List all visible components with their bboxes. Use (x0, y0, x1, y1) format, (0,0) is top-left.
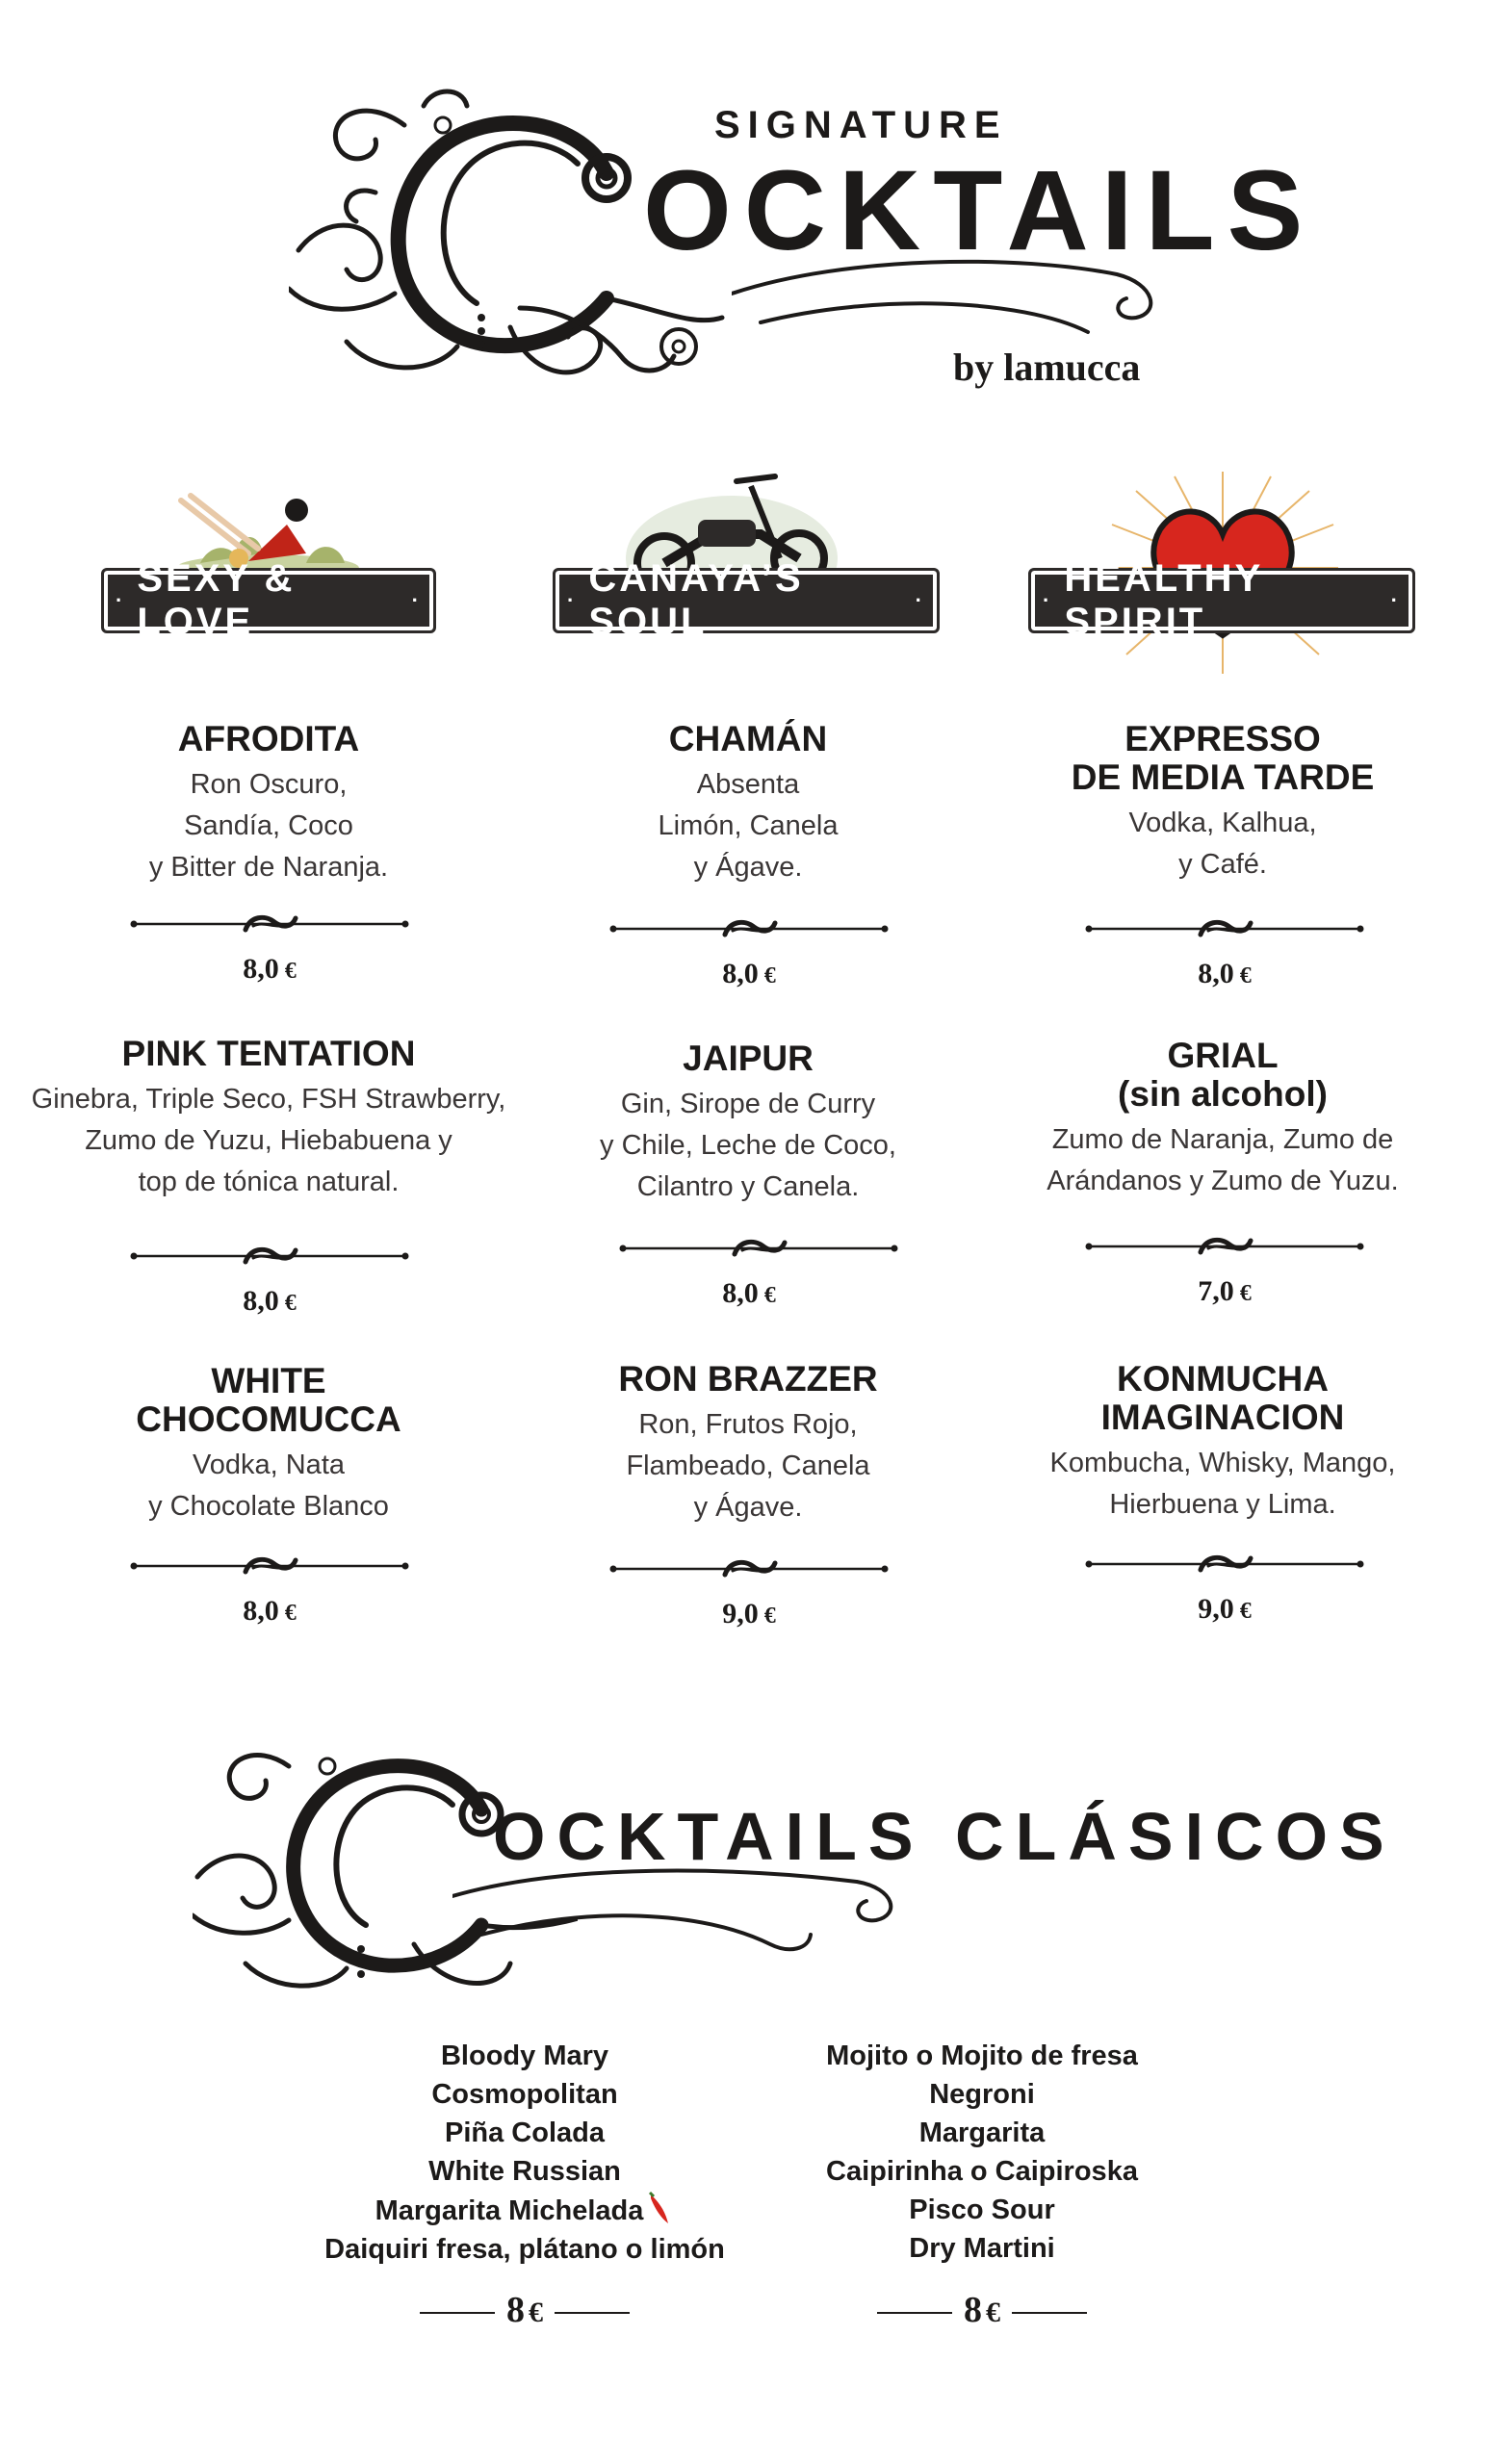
category-label: CANAYA’S SOUL (588, 557, 804, 643)
cocktail-description: Vodka, Nata y Chocolate Blanco (148, 1450, 389, 1522)
cocktail-name: CHAMÁN (668, 719, 828, 758)
category-banner-sexy-love: · SEXY & LOVE · (101, 568, 436, 633)
classic-item: White Russian (428, 2156, 621, 2187)
ornament-divider (130, 914, 409, 934)
classics-price-right (857, 2289, 1107, 2331)
classic-item: Caipirinha o Caipiroska (826, 2156, 1138, 2187)
cocktail-item (28, 720, 509, 888)
currency: € (529, 2297, 543, 2328)
cocktail-name: KONMUCHA IMAGINACION (1100, 1359, 1345, 1437)
currency: € (1239, 1281, 1252, 1306)
cocktail-description: Zumo de Naranja, Zumo de Arándanos y Zumo de Yuzu. (1047, 1124, 1399, 1196)
classic-item-spicy (303, 2191, 746, 2230)
classics-list-left (303, 2037, 746, 2269)
classic-item: Margarita Michelada (375, 2195, 644, 2226)
cocktail-item (28, 1035, 509, 1203)
category-banner-healthy-spirit: · HEALTHY SPIRIT · (1028, 568, 1415, 633)
ornament-divider (619, 1239, 898, 1258)
currency: € (763, 963, 776, 988)
price-value: 8,0 (243, 1285, 279, 1317)
ornament-divider (130, 1246, 409, 1266)
price-value: 8,0 (243, 953, 279, 985)
cocktail-description: Ginebra, Triple Seco, FSH Strawberry, Zumo de Yuzu, Hiebabuena y top de tónica natural. (31, 1084, 506, 1197)
ornament-divider (609, 1559, 889, 1578)
price-value: 8 (506, 2290, 525, 2330)
ornament-divider (609, 919, 889, 938)
chili-pepper-icon (647, 2191, 674, 2227)
classic-item: Dry Martini (909, 2233, 1055, 2264)
price-value: 8,0 (722, 958, 759, 989)
price-value: 8 (964, 2290, 982, 2330)
price (609, 1598, 889, 1630)
cocktail-item (982, 1360, 1463, 1526)
cocktail-name: GRIAL (sin alcohol) (1118, 1036, 1328, 1114)
cocktail-description: Vodka, Kalhua, y Café. (1128, 808, 1317, 880)
cocktail-name: WHITE CHOCOMUCCA (136, 1361, 401, 1439)
classics-price-left (400, 2289, 650, 2331)
classics-list-right (761, 2037, 1203, 2268)
signature-heading: SIGNATURE (714, 104, 1008, 146)
price-value: 8,0 (243, 1595, 279, 1627)
cocktail-item (982, 1037, 1463, 1202)
cocktail-name: AFRODITA (177, 719, 360, 758)
cocktail-description: Gin, Sirope de Curry y Chile, Leche de Coco, Cilantro y Canela. (600, 1089, 896, 1202)
price (1085, 958, 1364, 990)
cocktail-description: Ron Oscuro, Sandía, Coco y Bitter de Naranja. (148, 769, 389, 883)
category-label: SEXY & LOVE (137, 557, 296, 643)
currency: € (284, 959, 297, 984)
currency: € (1239, 1599, 1252, 1624)
price (609, 958, 889, 990)
price (1085, 1593, 1364, 1626)
price-value: 8,0 (722, 1277, 759, 1309)
currency: € (1239, 963, 1252, 988)
price-value: 8,0 (1198, 958, 1234, 989)
cocktail-item (507, 1360, 989, 1528)
currency: € (284, 1601, 297, 1626)
price (609, 1277, 889, 1310)
cocktail-name: JAIPUR (683, 1039, 814, 1078)
cocktail-item (28, 1362, 509, 1527)
classic-item: Mojito o Mojito de fresa (826, 2040, 1138, 2071)
ornament-divider (1085, 1554, 1364, 1574)
ornament-divider (130, 1556, 409, 1576)
currency: € (986, 2297, 1000, 2328)
cocktail-item (982, 720, 1463, 886)
classic-item: Cosmopolitan (431, 2079, 618, 2110)
cocktail-item (507, 1040, 989, 1208)
currency: € (284, 1291, 297, 1316)
price-value: 9,0 (722, 1598, 759, 1630)
currency: € (763, 1283, 776, 1308)
classic-item: Bloody Mary (440, 2040, 609, 2071)
ornament-divider (1085, 1237, 1364, 1256)
cocktail-description: Ron, Frutos Rojo, Flambeado, Canela y Ágave. (626, 1409, 870, 1523)
cocktails-heading: OCKTAILS (643, 147, 1316, 274)
classic-item: Pisco Sour (909, 2194, 1055, 2225)
category-banner-canayas-soul: · CANAYA’S SOUL · (553, 568, 940, 633)
price (1085, 1275, 1364, 1308)
cocktail-name: EXPRESSO DE MEDIA TARDE (1071, 719, 1375, 797)
cocktail-name: RON BRAZZER (618, 1359, 878, 1399)
classic-item: Piña Colada (445, 2118, 605, 2148)
cocktail-name: PINK TENTATION (121, 1034, 416, 1073)
price-value: 7,0 (1198, 1275, 1234, 1307)
category-label: HEALTHY SPIRIT (1064, 557, 1263, 643)
byline: by lamucca (953, 346, 1141, 389)
cocktail-description: Absenta Limón, Canela y Ágave. (658, 769, 839, 883)
currency: € (763, 1604, 776, 1629)
cocktail-description: Kombucha, Whisky, Mango, Hierbuena y Lima. (1049, 1448, 1396, 1520)
ornament-divider (1085, 919, 1364, 938)
price (130, 1285, 409, 1318)
classic-item: Negroni (929, 2079, 1035, 2110)
classic-item: Daiquiri fresa, plátano o limón (324, 2234, 725, 2265)
price-value: 9,0 (1198, 1593, 1234, 1625)
classic-item: Margarita (918, 2118, 1046, 2148)
price (130, 953, 409, 986)
classics-heading: OCKTAILS CLÁSICOS (493, 1799, 1396, 1874)
cocktail-item (507, 720, 989, 888)
price (130, 1595, 409, 1628)
